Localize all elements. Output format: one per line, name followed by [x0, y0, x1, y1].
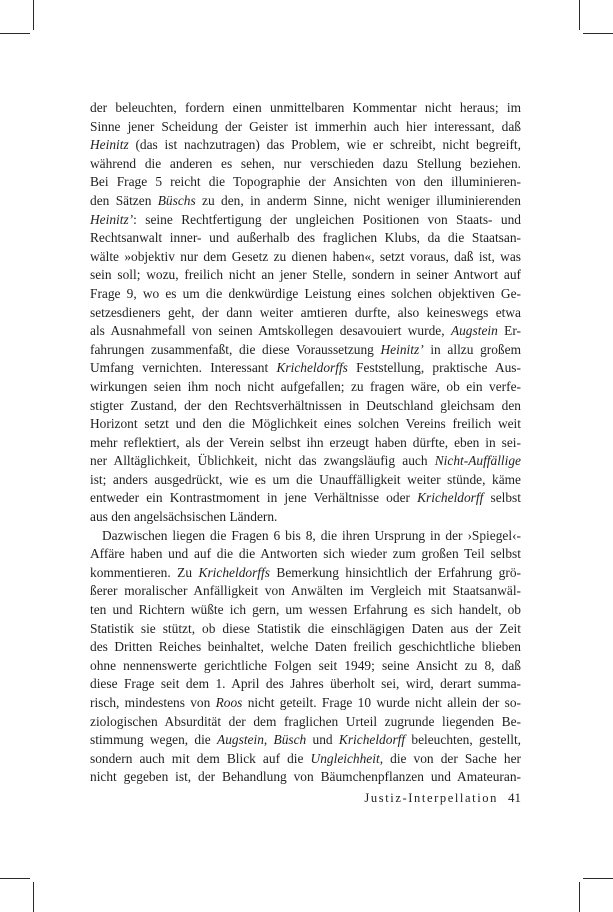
text-line [90, 229, 521, 248]
text-run: Bei Frage 5 reicht die Topographie der Ansichten von den illuminieren- [90, 174, 521, 190]
text-line [90, 694, 521, 713]
text-line [90, 452, 521, 471]
text-run: Affäre haben und auf die die Antworten sich wieder zum großen Teil selbst [90, 546, 521, 562]
text-line [90, 359, 521, 378]
text-line [90, 397, 521, 416]
text-line [90, 471, 521, 490]
text-line [90, 582, 521, 601]
text-run: entweder ein Kontrastmoment in jene Verhältnisse oder [90, 490, 418, 506]
text-line [90, 304, 521, 323]
text-line [90, 601, 521, 620]
text-run: (das ist nachzutragen) das Problem, wie er schreibt, nicht begreift, [128, 137, 521, 153]
text-line [90, 489, 521, 508]
text-line [90, 192, 521, 211]
text-line [90, 378, 521, 397]
text-run: fahrungen zusammenfaßt, die diese Voraussetzung [90, 341, 381, 357]
text-run: Er- [497, 323, 521, 339]
text-line [90, 415, 521, 434]
text-run: kommentieren. Zu [90, 564, 199, 580]
running-title: Justiz-Interpellation [364, 791, 498, 805]
text-run: während die anderen es sehen, nur verschieden dazu Stellung beziehen. [90, 155, 521, 171]
page-footer [300, 790, 521, 806]
text-line [90, 173, 521, 192]
italic-name: Kricheldorff [417, 490, 484, 506]
text-line [90, 768, 521, 787]
text-line [90, 564, 521, 583]
text-run: ten und Richtern wüßte ich gern, um wessen Erfahrung es sich handelt, ob [90, 602, 521, 618]
text-run: mehr reflektiert, als der Verein selbst ihn erzeugt haben dürfte, eben in sei- [90, 434, 521, 450]
text-run: ist; anders ausgedrückt, wie es um die Unauffälligkeit weiter stünde, käme [90, 471, 521, 487]
text-run: als Ausnahmefall von seinen Amtskollegen desavouiert wurde, [90, 323, 451, 339]
text-line [90, 675, 521, 694]
text-run: wirkungen seien ihm noch nicht aufgefallen; zu fragen wäre, ob ein verfe- [90, 378, 521, 394]
text-run: : seine Rechtfertigung der ungleichen Positionen von Staats- und [133, 211, 521, 227]
text-run: stigter Zustand, der den Rechtsverhältnissen in Deutschland gleichsam den [90, 397, 521, 413]
text-line [90, 508, 521, 527]
italic-name: Nicht-Auffällige [434, 453, 521, 469]
text-run: Horizont setzt und den die Möglichkeit eines solchen Vereins freilich weit [90, 416, 521, 432]
text-run: Sinne jener Scheidung der Geister ist immerhin auch hier interessant, daß [90, 118, 521, 134]
text-line [90, 266, 521, 285]
crop-mark-bottom-right-vertical [579, 882, 580, 912]
text-line [90, 136, 521, 155]
text-run: der beleuchten, fordern einen unmittelbaren Kommentar nicht heraus; im [90, 100, 521, 115]
italic-name: Roos [215, 695, 243, 710]
text-run: Feststellung, praktische Aus- [347, 360, 521, 376]
text-run: ohne nennenswerte gerichtliche Folgen seit 1949; seine Ansicht zu 8, daß [90, 657, 521, 673]
text-line [90, 750, 521, 769]
text-run: Bemerkung hinsichtlich der Erfahrung grö- [269, 564, 521, 580]
text-run: diese Frage seit dem 1. April des Jahres überholt sei, wird, derart summa- [90, 676, 521, 692]
italic-name: Heinitz’ [380, 341, 424, 357]
text-run: selbst [483, 490, 521, 506]
italic-name: Büsch [273, 732, 307, 748]
text-line [90, 638, 521, 657]
text-run: aus den angelsächsischen Ländern. [90, 509, 278, 525]
text-run: in allzu großem [423, 341, 521, 357]
text-run: Statistik sie stützt, ob diese Statistik die einschlägigen Daten aus der Zeit [90, 620, 521, 636]
text-run: , [263, 732, 274, 748]
text-run: , die von der Sache her [379, 750, 521, 766]
text-run: ziologischen Absurdität der dem fraglichen Urteil zugrunde liegenden Be- [90, 713, 521, 729]
italic-name: Augstein [217, 732, 264, 748]
text-run: zu den, in anderm Sinne, nicht weniger illuminierenden [195, 192, 521, 208]
text-run: Umfang vernichten. Interessant [90, 360, 277, 376]
text-run: Dazwischen liegen die Fragen 6 bis 8, die ihren Ursprung in der ›Spiegel‹- [102, 527, 521, 543]
text-line [90, 248, 521, 267]
text-run: Frage 9, wo es um die denkwürdige Leistung eines solchen objektiven Ge- [90, 285, 521, 301]
text-line [90, 545, 521, 564]
text-line [90, 657, 521, 676]
text-run: sondern auch mit dem Blick auf die [90, 750, 311, 766]
body-text [90, 99, 521, 787]
text-run: beleuchten, gestellt, [405, 732, 522, 748]
crop-mark-bottom-left-horizontal [0, 878, 30, 879]
italic-name: Kricheldorffs [276, 360, 348, 376]
italic-name: Ungleichheit [310, 750, 380, 766]
crop-mark-bottom-right-horizontal [583, 878, 613, 879]
crop-mark-top-left-horizontal [0, 33, 30, 34]
text-run: stimmung wegen, die [90, 732, 218, 748]
text-run: risch, mindestens von [90, 695, 216, 710]
italic-name: Heinitz’ [90, 211, 134, 227]
text-run: und [306, 732, 339, 748]
text-line [90, 285, 521, 304]
italic-name: Kricheldorffs [198, 564, 270, 580]
text-line [90, 211, 521, 230]
text-run: nicht geteilt. Frage 10 wurde nicht allein der so- [242, 695, 521, 710]
text-line [90, 731, 521, 750]
italic-name: Kricheldorff [338, 732, 406, 748]
text-line [90, 322, 521, 341]
crop-mark-top-right-vertical [579, 0, 580, 30]
text-run: des Dritten Reiches beinhaltet, welche Daten freilich geschichtliche blieben [90, 639, 521, 655]
text-run: sein soll; wozu, freilich nicht an jener Stelle, sondern in seiner Antwort auf [90, 267, 521, 283]
italic-name: Augstein [450, 323, 498, 339]
crop-mark-top-right-horizontal [583, 33, 613, 34]
text-line [90, 155, 521, 174]
text-line [90, 434, 521, 453]
text-line [90, 99, 521, 118]
text-run: setzesdieners geht, der dann weiter amtieren durfte, also keineswegs etwa [90, 304, 521, 320]
text-run: wälte »objektiv nur dem Gesetz zu dienen haben«, setzt voraus, daß ist, was [90, 248, 521, 264]
text-line [90, 341, 521, 360]
crop-mark-top-left-vertical [33, 0, 34, 30]
text-run: nicht gegeben ist, der Behandlung von Bäumchenpflanzen und Amateuran- [90, 769, 521, 785]
text-run: den Sätzen [90, 192, 158, 208]
text-line [90, 713, 521, 732]
text-run: ner Alltäglichkeit, Üblichkeit, nicht das zwangsläufig auch [90, 453, 435, 469]
text-line [90, 527, 521, 546]
text-line [90, 620, 521, 639]
page-number: 41 [508, 790, 521, 805]
text-run: Rechtsanwalt inner- und außerhalb des fraglichen Klubs, da die Staatsan- [90, 230, 521, 246]
italic-name: Heinitz [90, 137, 129, 153]
italic-name: Büschs [157, 192, 196, 208]
text-run: ßerer moralischer Anfälligkeit von Anwälten im Vergleich mit Staatsanwäl- [90, 583, 521, 599]
text-line [90, 118, 521, 137]
crop-mark-bottom-left-vertical [33, 882, 34, 912]
